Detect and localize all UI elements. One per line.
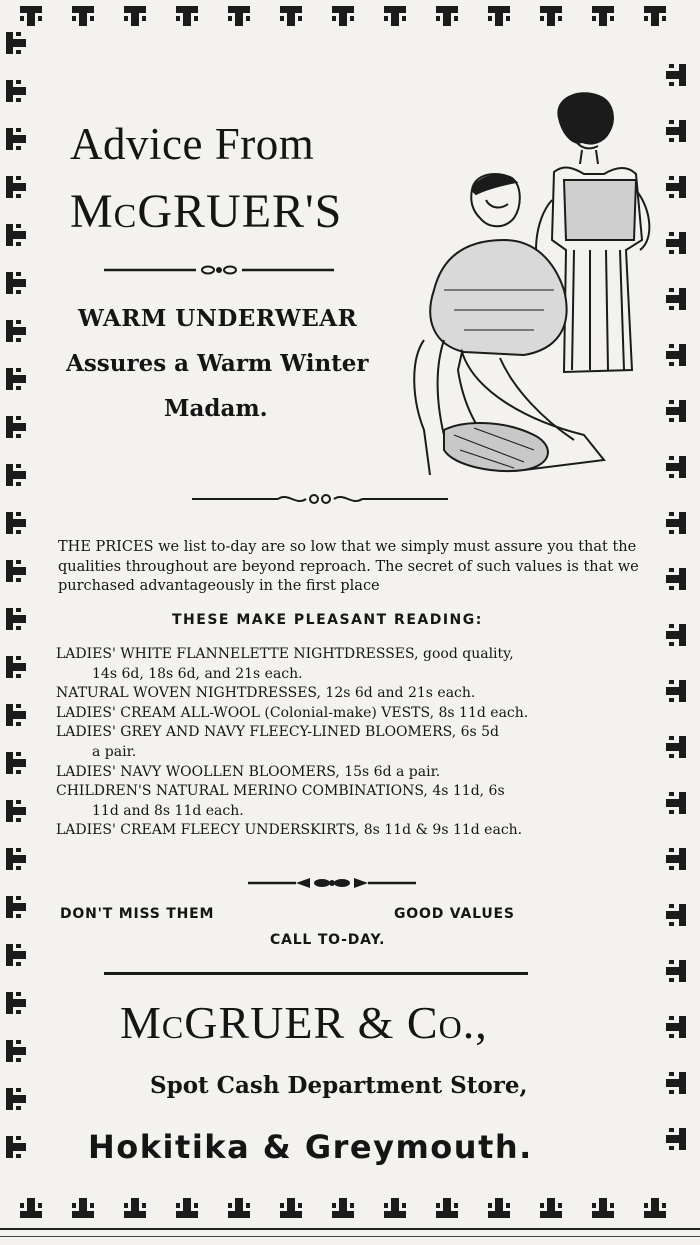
headline-line-1: Advice From — [70, 119, 315, 169]
footer-towns: Hokitika & Greymouth. — [88, 1128, 533, 1166]
decorative-border-bottom — [8, 1192, 684, 1222]
list-item: LADIES' CREAM ALL-WOOL (Colonial-make) VESTS, 8s 11d each. — [56, 704, 529, 721]
section-heading: THESE MAKE PLEASANT READING: — [172, 612, 483, 628]
list-item: NATURAL WOVEN NIGHTDRESSES, 12s 6d and 21s each. — [56, 685, 476, 702]
subheading-warm-underwear: WARM UNDERWEAR — [78, 305, 358, 332]
decorative-border-top — [14, 2, 690, 30]
intro-paragraph — [58, 538, 658, 597]
callout-dont-miss: DON'T MISS THEM — [60, 906, 215, 922]
list-item: CHILDREN'S NATURAL MERINO COMBINATIONS, 4s 11d, 6s 11d and 8s 11d each. — [56, 783, 505, 819]
callout-good-values: GOOD VALUES — [394, 906, 515, 922]
intro-lead: THE PRICES — [58, 539, 154, 555]
list-item: LADIES' NAVY WOOLLEN BLOOMERS, 15s 6d a pair. — [56, 763, 441, 780]
list-item: LADIES' CREAM FLEECY UNDERSKIRTS, 8s 11d & 9s 11d each. — [56, 822, 523, 839]
price-list — [56, 645, 656, 841]
decorative-border-right — [660, 24, 696, 1194]
two-women-nightwear-illustration-icon — [404, 90, 660, 475]
headline-store-name: McGRUER'S — [70, 185, 343, 238]
list-item: LADIES' WHITE FLANNELETTE NIGHTDRESSES, good quality, 14s 6d, 18s 6d, and 21s each. — [56, 646, 514, 682]
list-item: LADIES' GREY AND NAVY FLEECY-LINED BLOOMERS, 6s 5d a pair. — [56, 724, 500, 760]
bottom-rule-thin — [0, 1236, 700, 1237]
footer-department: Spot Cash Department Store, — [150, 1072, 528, 1099]
callout-call-today: CALL TO-DAY. — [270, 932, 386, 948]
ornamental-divider-2 — [192, 490, 448, 508]
subheading-warm-winter: Assures a Warm Winter — [66, 350, 369, 377]
ornamental-divider-1 — [104, 263, 334, 277]
decorative-border-left — [2, 2, 32, 1192]
bottom-rule — [0, 1228, 700, 1230]
intro-body: we list to-day are so low that we simply must assure you that the qualities throughout are beyond reproach. The secret of such values is that we purchased advantageously in the first place — [58, 539, 639, 594]
footer-store-name: McGRUER & Co., — [120, 997, 488, 1048]
ornamental-divider-3 — [248, 874, 416, 892]
subheading-madam: Madam. — [164, 395, 268, 422]
horizontal-rule — [104, 972, 528, 975]
